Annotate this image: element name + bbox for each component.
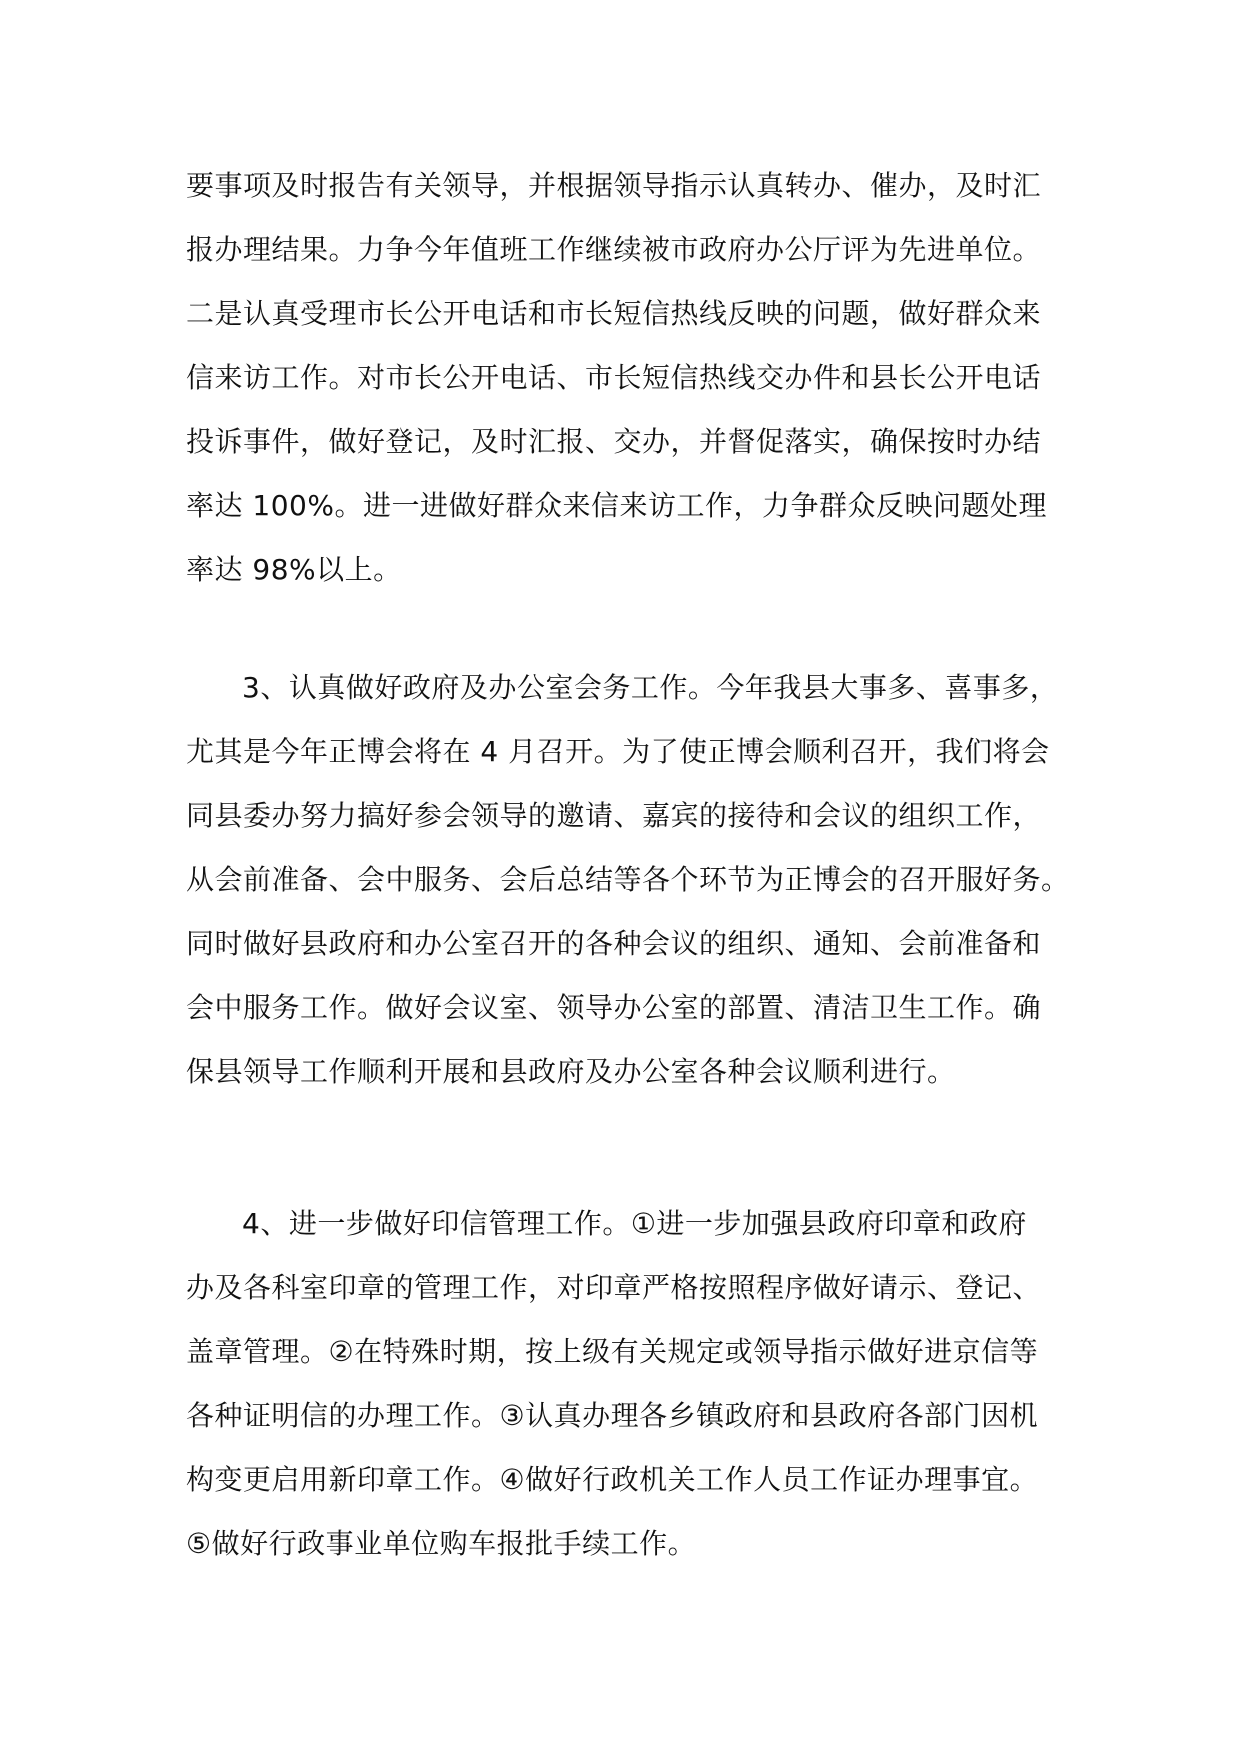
text-line: 投诉事件，做好登记，及时汇报、交办，并督促落实，确保按时办结	[186, 425, 1042, 458]
text-line: 会中服务工作。做好会议室、领导办公室的部置、清洁卫生工作。确	[186, 991, 1042, 1024]
text-line: 报办理结果。力争今年值班工作继续被市政府办公厅评为先进单位。	[186, 233, 1042, 266]
text-line: 要事项及时报告有关领导，并根据领导指示认真转办、催办，及时汇	[186, 169, 1042, 202]
paragraph-duty-and-hotline	[186, 154, 1066, 602]
text-line-indented: 4、进一步做好印信管理工作。①进一步加强县政府印章和政府	[242, 1207, 1027, 1240]
text-line: 构变更启用新印章工作。④做好行政机关工作人员工作证办理事宜。	[186, 1463, 1039, 1496]
text-line-indented: 3、认真做好政府及办公室会务工作。今年我县大事多、喜事多，	[242, 671, 1059, 704]
text-line: 保县领导工作顺利开展和县政府及办公室各种会议顺利进行。	[186, 1055, 956, 1088]
paragraph-seal-management	[186, 1192, 1066, 1576]
text-line: 从会前准备、会中服务、会后总结等各个环节为正博会的召开服好务。	[186, 863, 1070, 896]
paragraph-meeting-affairs	[186, 656, 1070, 1104]
text-line: ⑤做好行政事业单位购车报批手续工作。	[186, 1527, 697, 1560]
text-line: 各种证明信的办理工作。③认真办理各乡镇政府和县政府各部门因机	[186, 1399, 1039, 1432]
text-line: 尤其是今年正博会将在 4 月召开。为了使正博会顺利召开，我们将会	[186, 735, 1050, 768]
text-line: 同时做好县政府和办公室召开的各种会议的组织、通知、会前准备和	[186, 927, 1042, 960]
text-line: 二是认真受理市长公开电话和市长短信热线反映的问题，做好群众来	[186, 297, 1042, 330]
text-line: 信来访工作。对市长公开电话、市长短信热线交办件和县长公开电话	[186, 361, 1042, 394]
text-line: 率达 100%。进一进做好群众来信来访工作，力争群众反映问题处理	[186, 489, 1047, 522]
text-line: 办及各科室印章的管理工作，对印章严格按照程序做好请示、登记、	[186, 1271, 1042, 1304]
text-line: 盖章管理。②在特殊时期，按上级有关规定或领导指示做好进京信等	[186, 1335, 1039, 1368]
text-line: 同县委办努力搞好参会领导的邀请、嘉宾的接待和会议的组织工作，	[186, 799, 1042, 832]
text-line: 率达 98%以上。	[186, 553, 402, 586]
